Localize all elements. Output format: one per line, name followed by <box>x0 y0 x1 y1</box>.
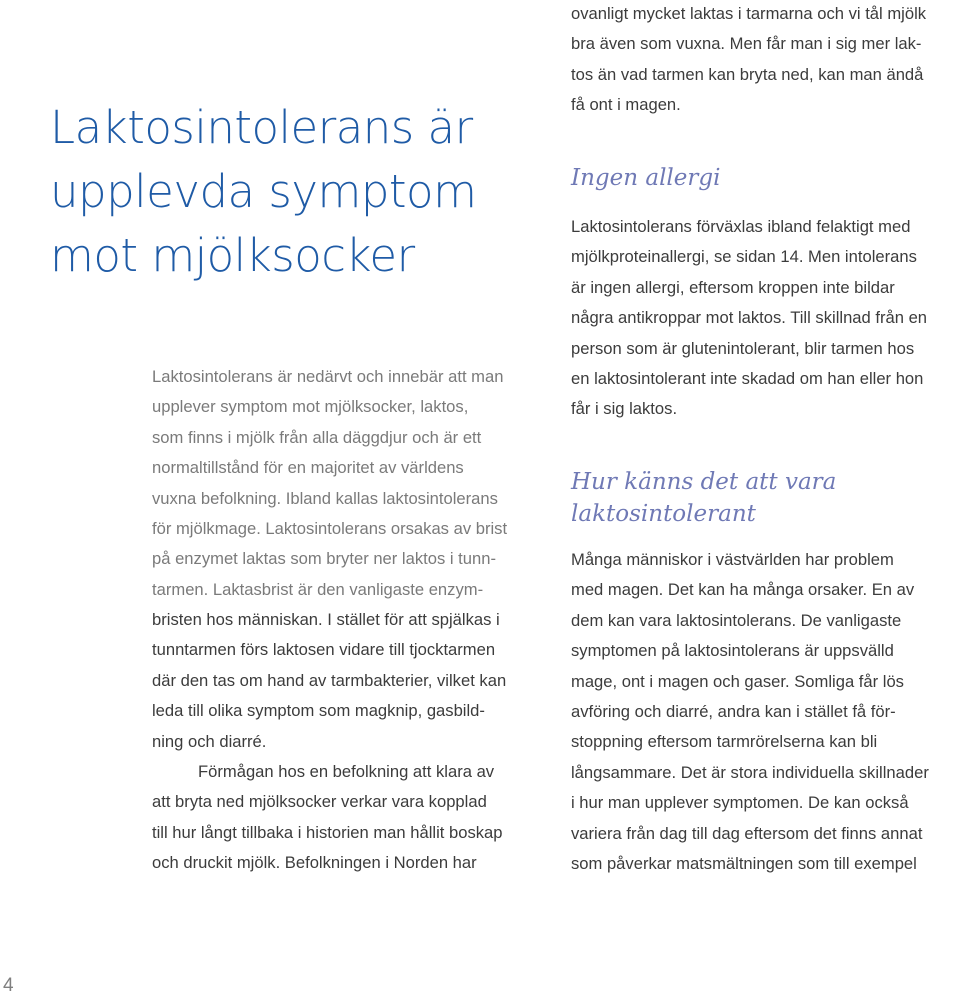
body-paragraph-right-continued <box>571 0 926 121</box>
text-line: mage, ont i magen och gaser. Somliga får lös <box>571 671 904 691</box>
body-paragraph-left <box>152 605 506 879</box>
section-paragraph-ingen-allergi <box>571 212 927 425</box>
heading-line: Ingen allergi <box>571 165 721 191</box>
text-line: normaltillstånd för en majoritet av världens <box>152 458 464 478</box>
text-line: symptomen på laktosintolerans är uppsvälld <box>571 641 894 661</box>
heading-line: Hur känns det att vara <box>571 469 837 495</box>
text-line: bristen hos människan. I stället för att spjälkas i <box>152 610 500 629</box>
text-line: variera från dag till dag eftersom det finns annat <box>571 823 923 843</box>
heading-line: laktosintolerant <box>571 501 756 527</box>
text-line: och druckit mjölk. Befolkningen i Norden har <box>152 853 477 873</box>
text-line: ning och diarré. <box>152 731 267 751</box>
page-number: 4 <box>3 975 14 996</box>
text-line: där den tas om hand av tarmbakterier, vilket kan <box>152 670 507 690</box>
text-line: på enzymet laktas som bryter ner laktos i tunn- <box>152 549 497 569</box>
text-line: dem kan vara laktosintolerans. De vanligaste <box>571 610 902 630</box>
section-paragraph-hur-kanns <box>571 545 929 879</box>
text-line: mjölkproteinallergi, se sidan 14. Men intolerans <box>571 247 917 267</box>
intro-paragraph <box>152 362 507 605</box>
title-line: mot mjölksocker <box>50 229 415 282</box>
text-line: Laktosintolerans förväxlas ibland felaktigt med <box>571 217 911 236</box>
text-line: upplever symptom mot mjölksocker, laktos, <box>152 397 469 417</box>
text-line: leda till olika symptom som magknip, gasbild- <box>152 701 485 721</box>
text-line: Många människor i västvärlden har problem <box>571 550 894 569</box>
text-line: ovanligt mycket laktas i tarmarna och vi tål mjölk <box>571 4 927 23</box>
text-line: tunntarmen förs laktosen vidare till tjocktarmen <box>152 640 496 660</box>
text-line: får i sig laktos. <box>571 399 678 419</box>
text-line: person som är glutenintolerant, blir tarmen hos <box>571 338 915 358</box>
text-line: att bryta ned mjölksocker verkar vara kopplad <box>152 792 487 812</box>
section-heading-hur-kanns <box>571 466 836 530</box>
text-line: avföring och diarré, andra kan i stället få för- <box>571 702 896 722</box>
page-title <box>50 96 520 288</box>
text-line: med magen. Det kan ha många orsaker. En av <box>571 580 915 600</box>
text-line: några antikroppar mot laktos. Till skillnad från en <box>571 308 928 328</box>
text-line: Laktosintolerans är nedärvt och innebär att man <box>152 367 504 386</box>
section-heading-ingen-allergi <box>571 162 720 194</box>
text-line: tarmen. Laktasbrist är den vanligaste enzym- <box>152 579 484 599</box>
text-line: som finns i mjölk från alla däggdjur och är ett <box>152 427 482 447</box>
text-line: i hur man upplever symptomen. De kan också <box>571 793 909 813</box>
title-line: upplevda symptom <box>50 165 477 218</box>
text-line: bra även som vuxna. Men får man i sig mer lak- <box>571 34 922 54</box>
text-line: Förmågan hos en befolkning att klara av <box>198 762 495 782</box>
text-line: tos än vad tarmen kan bryta ned, kan man ändå <box>571 64 924 84</box>
text-line: långsammare. Det är stora individuella skillnader <box>571 762 929 782</box>
text-line: för mjölkmage. Laktosintolerans orsakas av brist <box>152 519 508 539</box>
text-line: vuxna befolkning. Ibland kallas laktosintolerans <box>152 488 498 508</box>
title-line: Laktosintolerans är <box>50 101 473 154</box>
text-line: som påverkar matsmältningen som till exempel <box>571 854 917 874</box>
text-line: stoppning eftersom tarmrörelserna kan bli <box>571 732 878 752</box>
text-line: en laktosintolerant inte skadad om han eller hon <box>571 369 924 389</box>
text-line: till hur långt tillbaka i historien man hållit boskap <box>152 822 503 842</box>
text-line: är ingen allergi, eftersom kroppen inte bildar <box>571 277 895 297</box>
text-line: få ont i magen. <box>571 95 681 115</box>
